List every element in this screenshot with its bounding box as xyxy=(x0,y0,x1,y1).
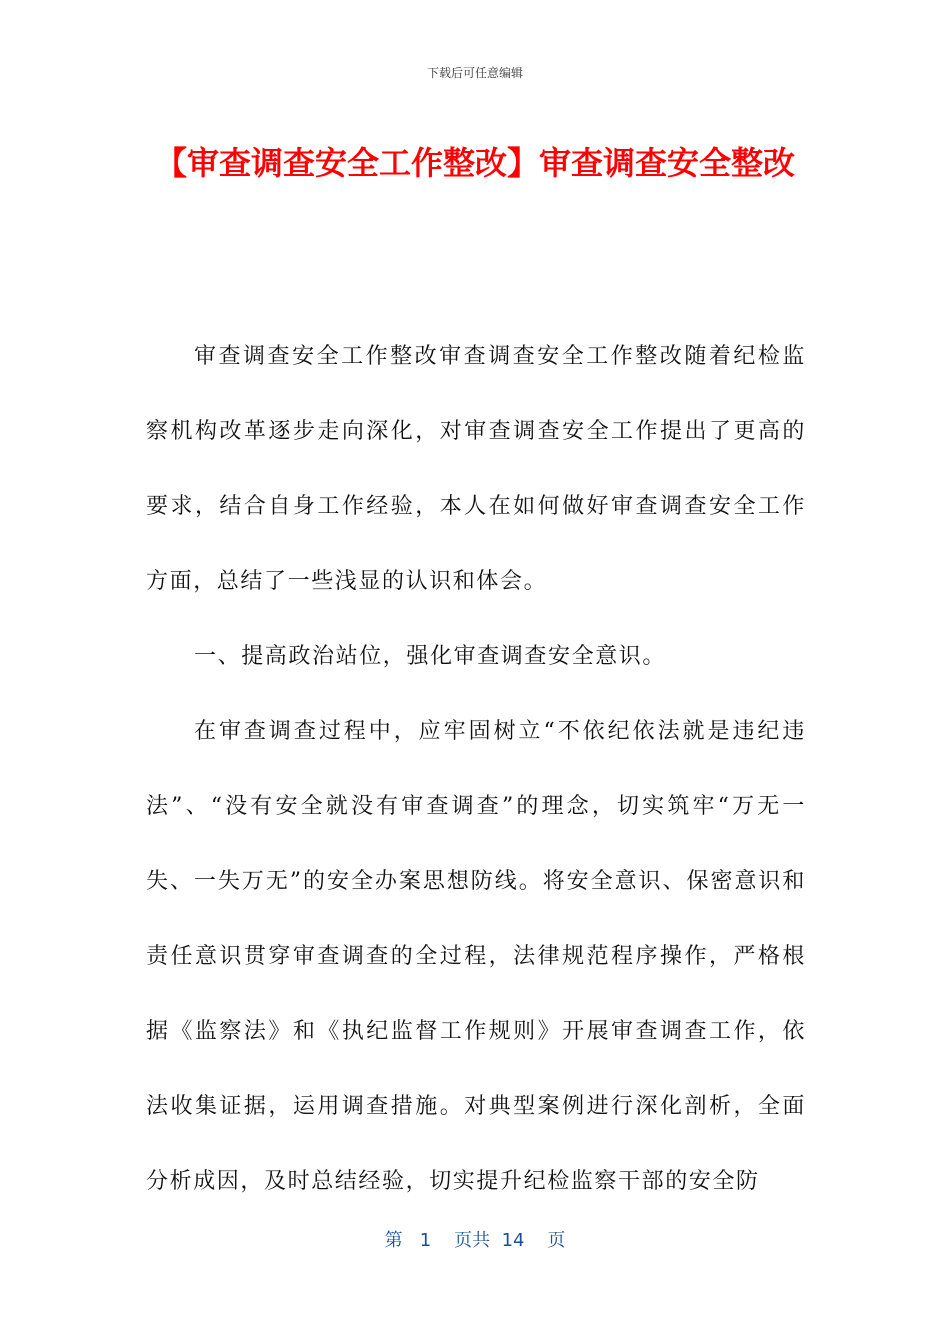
header-note: 下载后可任意编辑 xyxy=(426,66,523,80)
footer-page-mid: 页共 xyxy=(454,1230,491,1251)
footer-total-pages: 14 xyxy=(501,1230,525,1251)
footer-page-suffix: 页 xyxy=(547,1230,566,1251)
document-body xyxy=(146,319,806,1219)
paragraph-body: 在审查调查过程中，应牢固树立“不依纪依法就是违纪违法”、“没有安全就没有审查调查”的理念，切实筑牢“万无一失、一失万无”的安全办案思想防线。将安全意识、保密意识和责任意识贯穿审查调查的全过程，法律规范程序操作，严格根据《监察法》和《执纪监督工作规则》开展审查调查工作，依法收集证据，运用调查措施。对典型案例进行深化剖析，全面分析成因，及时总结经验，切实提升纪检监察干部的安全防 xyxy=(146,719,806,1194)
document-title: 【审查调查安全工作整改】审查调查安全整改 xyxy=(154,144,795,182)
footer-page-prefix: 第 xyxy=(384,1230,403,1251)
page-footer xyxy=(0,1226,950,1252)
footer-page-number: 1 xyxy=(419,1230,432,1251)
paragraph-intro: 审查调查安全工作整改审查调查安全工作整改随着纪检监察机构改革逐步走向深化，对审查调查安全工作提出了更高的要求，结合自身工作经验，本人在如何做好审查调查安全工作方面，总结了一些浅显的认识和体会。 xyxy=(146,344,806,594)
paragraph-section-heading: 一、提高政治站位，强化审查调查安全意识。 xyxy=(194,644,667,669)
